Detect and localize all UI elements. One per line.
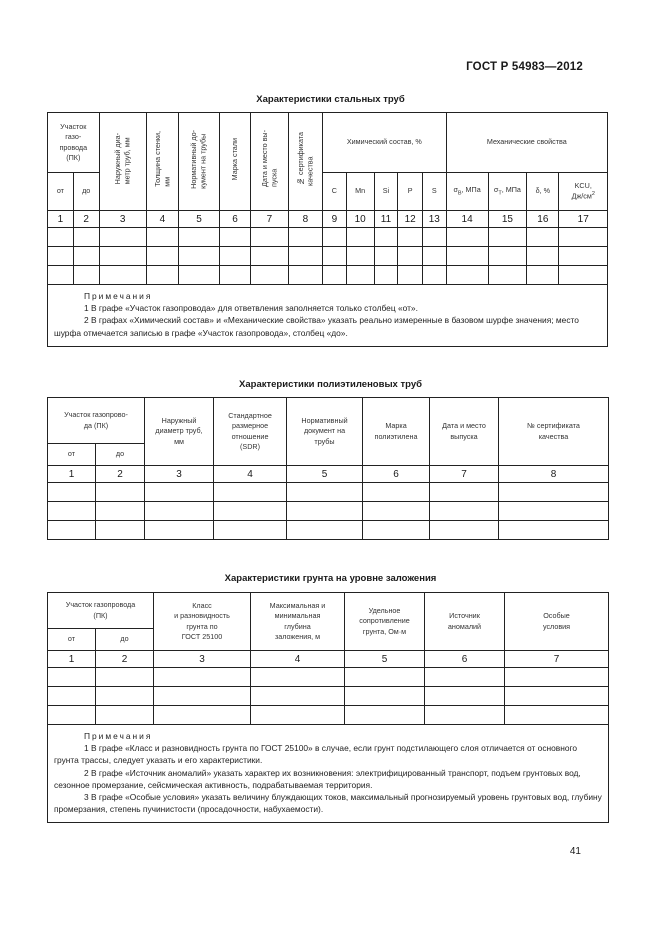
column-numbers-row: 1 2 3 4 5 6 7 8 9 10 11 12 13 14 15 16 17 <box>48 211 608 228</box>
from-header: от <box>48 629 96 651</box>
section-header: Участок газо- провода (ПК) <box>48 113 100 173</box>
column-numbers-row: 1 2 3 4 5 6 7 8 <box>48 466 609 483</box>
document-code: ГОСТ Р 54983—2012 <box>466 61 583 73</box>
steel-pipes-title: Характеристики стальных труб <box>256 94 405 105</box>
col-sdr: Стандартное размерное отношение (SDR) <box>214 398 287 466</box>
section-header: Участок газопровода (ПК) <box>48 593 154 629</box>
soil-table <box>47 592 609 823</box>
soil-notes: Примечания 1 В графе «Класс и разновидность грунта по ГОСТ 25100» в случае, если грунт подстилающего слоя отличается от основного грунта трассы, следует указать и его характеристики. 2 В графе «Источник аномалий» указать характер их возникновения: электрифицированный транспорт, подъем грунтовых вод, сезонное промерзание, сейсмическая активность, подрабатываемая территория. 3 В графе «Особые условия» указать величину блуждающих токов, максимальный прогнозируемый уровень грунтовых вод, глубину промерзания, степень пучинистости (просадочности, набухаемости). <box>48 725 609 823</box>
mech-group-header: Механические свойства <box>446 113 607 173</box>
col-release-date: Дата и место выпуска <box>430 398 499 466</box>
col-steel-grade: Марка стали <box>219 113 250 211</box>
from-header: от <box>48 444 96 466</box>
table-row <box>48 502 609 521</box>
to-header: до <box>96 629 154 651</box>
section-header: Участок газопрово- да (ПК) <box>48 398 145 444</box>
col-wall-thickness: Толщина стенки, мм <box>146 113 178 211</box>
col-depth: Максимальная и минимальная глубина заложения, м <box>251 593 345 651</box>
from-header: от <box>48 173 74 211</box>
col-pe-grade: Марка полиэтилена <box>363 398 430 466</box>
table-row <box>48 228 608 247</box>
table-row <box>48 687 609 706</box>
table-row <box>48 668 609 687</box>
col-resistivity: Удельное сопротивление грунта, Ом·м <box>345 593 425 651</box>
pe-pipes-table <box>47 397 609 540</box>
mech-delta: δ, % <box>527 173 559 211</box>
col-certificate: № сертификата качества <box>288 113 322 211</box>
chem-s: S <box>422 173 446 211</box>
table-row <box>48 483 609 502</box>
column-numbers-row: 1 2 3 4 5 6 7 <box>48 651 609 668</box>
col-anomaly-source: Источник аномалий <box>425 593 505 651</box>
chem-group-header: Химический состав, % <box>323 113 447 173</box>
col-normative-doc: Нормативный до- кумент на трубы <box>179 113 220 211</box>
chem-c: C <box>323 173 347 211</box>
chem-p: P <box>398 173 423 211</box>
col-certificate: № сертификата качества <box>499 398 609 466</box>
col-outer-diameter: Наружный диа- метр труб, мм <box>99 113 146 211</box>
table-row <box>48 706 609 725</box>
soil-title: Характеристики грунта на уровне заложения <box>224 573 437 584</box>
page-number: 41 <box>569 846 581 857</box>
col-soil-class: Класс и разновидность грунта по ГОСТ 25100 <box>154 593 251 651</box>
to-header: до <box>73 173 99 211</box>
col-release-date: Дата и место вы- пуска <box>251 113 289 211</box>
steel-notes: Примечания 1 В графе «Участок газопровода» для ответвления заполняется только столбец «от». 2 В графах «Химический состав» и «Механические свойства» указать реально измеренные в базовом шурфе значения; место шурфа отмечается записью в графе «Участок газопровода», столбец «до». <box>48 285 608 347</box>
mech-kcu: KCU, $Дж/см^2$ <box>559 173 608 211</box>
table-row <box>48 266 608 285</box>
table-row <box>48 247 608 266</box>
chem-si: Si <box>374 173 398 211</box>
steel-pipes-table <box>47 112 608 347</box>
col-special-conditions: Особые условия <box>505 593 609 651</box>
pe-pipes-title: Характеристики полиэтиленовых труб <box>239 379 422 390</box>
mech-sigma-t: $\sigma_Т$, МПа <box>488 173 527 211</box>
col-outer-diameter: Наружный диаметр труб, мм <box>145 398 214 466</box>
col-normative-doc: Нормативный документ на трубы <box>287 398 363 466</box>
chem-mn: Mn <box>346 173 374 211</box>
table-row <box>48 521 609 540</box>
to-header: до <box>96 444 145 466</box>
mech-sigma-b: $\sigma_В$, МПа <box>446 173 488 211</box>
